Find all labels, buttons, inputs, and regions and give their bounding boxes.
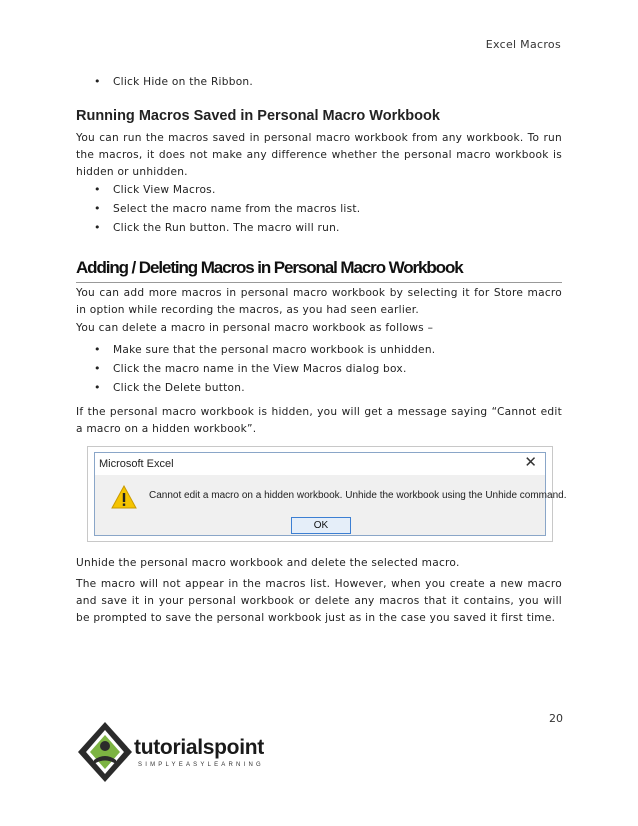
list-item: • Make sure that the personal macro workbook is unhidden. — [94, 343, 436, 356]
bullet-icon: • — [94, 381, 101, 394]
close-icon[interactable]: ✕ — [524, 454, 537, 471]
paragraph: You can delete a macro in personal macro workbook as follows – — [76, 322, 434, 334]
bullet-icon: • — [94, 221, 101, 234]
list-item: • Click the Delete button. — [94, 381, 245, 394]
logo-emblem-icon — [74, 718, 136, 790]
warning-icon — [111, 485, 137, 509]
paragraph: The macro will not appear in the macros list. However, when you create a new macro and save it in your personal workbook or delete any macros that it contains, you will be prompted to save the personal workbook just as in the case you saved it first time. — [76, 578, 562, 624]
page-number: 20 — [549, 712, 563, 725]
dialog-message: Cannot edit a macro on a hidden workbook. Unhide the workbook using the Unhide command. — [149, 490, 567, 501]
bullet-icon: • — [94, 183, 101, 196]
dialog-title: Microsoft Excel — [99, 458, 174, 470]
list-item: • Click Hide on the Ribbon. — [94, 75, 254, 88]
bullet-icon: • — [94, 362, 101, 375]
logo-wordmark: tutorialspoint — [134, 736, 264, 759]
paragraph: Unhide the personal macro workbook and delete the selected macro. — [76, 557, 460, 569]
section-heading-adding-deleting: Adding / Deleting Macros in Personal Macro Workbook — [76, 258, 562, 283]
list-item: • Click the Run button. The macro will run. — [94, 221, 340, 234]
bullet-icon: • — [94, 202, 101, 215]
list-item: • Select the macro name from the macros list. — [94, 202, 361, 215]
section-heading-running-macros: Running Macros Saved in Personal Macro Workbook — [76, 108, 440, 124]
page-header-title: Excel Macros — [485, 38, 561, 51]
dialog-screenshot-frame — [87, 446, 567, 542]
error-dialog — [94, 452, 567, 536]
list-item: • Click the macro name in the View Macros dialog box. — [94, 362, 407, 375]
bullet-icon: • — [94, 75, 101, 88]
tutorialspoint-logo — [74, 718, 274, 790]
logo-tagline: SIMPLYEASYLEARNING — [138, 762, 264, 768]
ok-button[interactable]: OK — [291, 517, 351, 534]
paragraph: You can add more macros in personal macro workbook by selecting it for Store macro in option while recording the macros, as you had seen earlier. — [76, 287, 562, 316]
bullet-icon: • — [94, 343, 101, 356]
paragraph: If the personal macro workbook is hidden, you will get a message saying “Cannot edit a macro on a hidden workbook”. — [76, 406, 562, 435]
dialog-title-bar — [95, 453, 545, 475]
list-item: • Click View Macros. — [94, 183, 216, 196]
dialog-body — [95, 475, 567, 535]
paragraph: You can run the macros saved in personal macro workbook from any workbook. To run the macros, it does not make any difference whether the personal macro workbook is hidden or unhidden. — [76, 132, 562, 178]
